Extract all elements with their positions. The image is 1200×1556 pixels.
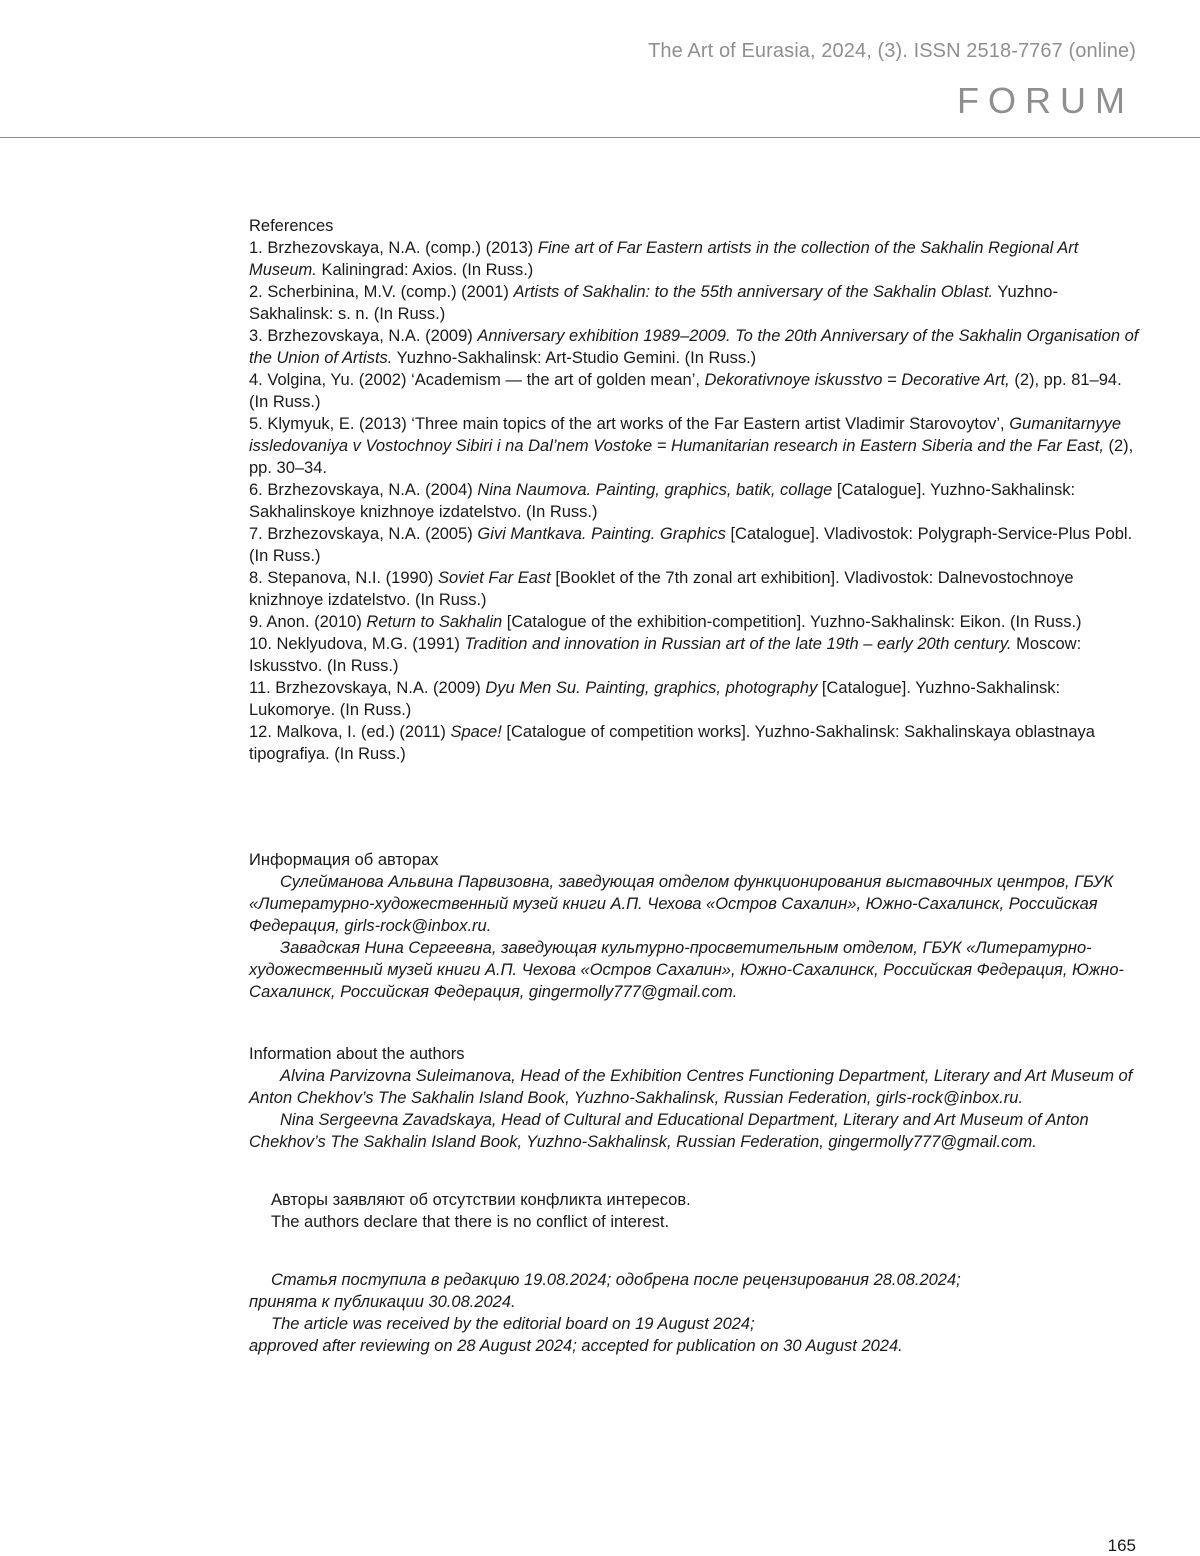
- reference-publisher: [Catalogue of competition works]. Yuzhno-Sakhalinsk: Sakhalinskaya oblastnaya tipografiya. (In Russ.): [249, 723, 1095, 763]
- reference-publisher: Kaliningrad: Axios. (In Russ.): [316, 261, 534, 279]
- reference-item: [249, 677, 1139, 721]
- dates-en-line-2: approved after reviewing on 28 August 2024; accepted for publication on 30 August 2024.: [249, 1337, 903, 1355]
- reference-item: [249, 523, 1139, 567]
- reference-text: 8. Stepanova, N.I. (1990): [249, 569, 438, 587]
- reference-title: Soviet Far East: [437, 569, 551, 587]
- reference-title: Return to Sakhalin: [366, 613, 503, 631]
- section-title: FORUM: [957, 80, 1134, 121]
- dates-en-line-1: The article was received by the editorial board on 19 August 2024;: [271, 1315, 755, 1333]
- reference-title: Anniversary exhibition 1989–2009. To the 20th Anniversary of the Sakhalin Organisation of the Union of Artists.: [249, 327, 1139, 367]
- reference-publisher: [Booklet of the 7th zonal art exhibition]. Vladivostok: Dalnevostochnoye knizhnoye izdatelstvo. (In Russ.): [249, 569, 1074, 609]
- reference-item: [249, 721, 1139, 765]
- author-ru-2: Завадская Нина Сергеевна, заведующая культурно-просветительным отделом, ГБУК «Литературно-художественный музей книги А.П. Чехова «Остров Сахалин», Южно-Сахалинск, Российская Федерация, Южно-Сахалинск, Российская Федерация, gingermolly777@gmail.com.: [249, 939, 1125, 1001]
- authors-ru-heading: Информация об авторах: [249, 851, 439, 869]
- reference-text: 6. Brzhezovskaya, N.A. (2004): [249, 481, 478, 499]
- reference-text: 5. Klymyuk, E. (2013) ‘Three main topics of the art works of the Far Eastern artist Vladimir Starovoytov’,: [249, 415, 1010, 433]
- reference-text: 2. Scherbinina, M.V. (comp.) (2001): [249, 283, 514, 301]
- reference-item: [249, 281, 1139, 325]
- reference-text: 1. Brzhezovskaya, N.A. (comp.) (2013): [249, 239, 538, 257]
- reference-title: Fine art of Far Eastern artists in the collection of the Sakhalin Regional Art Museum.: [249, 239, 1079, 279]
- reference-item: [249, 325, 1139, 369]
- reference-item: [249, 633, 1139, 677]
- reference-publisher: (2), pp. 81–94. (In Russ.): [249, 371, 1122, 411]
- reference-text: 4. Volgina, Yu. (2002) ‘Academism — the art of golden mean’,: [249, 371, 705, 389]
- dates-ru-line-1: Статья поступила в редакцию 19.08.2024; одобрена после рецензирования 28.08.2024;: [271, 1271, 961, 1289]
- reference-title: Dyu Men Su. Painting, graphics, photography: [485, 679, 818, 697]
- reference-title: Nina Naumova. Painting, graphics, batik, collage: [477, 481, 833, 499]
- reference-publisher: (2), pp. 30–34.: [249, 437, 1134, 477]
- conflict-en: The authors declare that there is no conflict of interest.: [271, 1213, 670, 1231]
- reference-text: 10. Neklyudova, M.G. (1991): [249, 635, 465, 653]
- reference-item: [249, 479, 1139, 523]
- reference-title: Dekorativnoye iskusstvo = Decorative Art,: [704, 371, 1010, 389]
- reference-publisher: Yuzhno-Sakhalinsk: s. n. (In Russ.): [249, 283, 1058, 323]
- reference-publisher: [Catalogue]. Vladivostok: Polygraph-Service-Plus Pobl. (In Russ.): [249, 525, 1133, 565]
- article-body: [249, 215, 1139, 1357]
- authors-en-heading: Information about the authors: [249, 1045, 465, 1063]
- reference-item: [249, 413, 1139, 479]
- journal-citation: The Art of Eurasia, 2024, (3). ISSN 2518-7767 (online): [648, 40, 1136, 62]
- reference-text: 9. Anon. (2010): [249, 613, 367, 631]
- reference-publisher: Yuzhno-Sakhalinsk: Art-Studio Gemini. (In Russ.): [392, 349, 757, 367]
- reference-publisher: [Catalogue]. Yuzhno-Sakhalinsk: Lukomorye. (In Russ.): [249, 679, 1061, 719]
- reference-item: [249, 611, 1139, 633]
- reference-item: [249, 369, 1139, 413]
- reference-text: 3. Brzhezovskaya, N.A. (2009): [249, 327, 478, 345]
- references-heading: References: [249, 217, 334, 235]
- author-en-2: Nina Sergeevna Zavadskaya, Head of Cultural and Educational Department, Literary and Art Museum of Anton Chekhov’s The Sakhalin Island Book, Yuzhno-Sakhalinsk, Russian Federation, gingermolly777@gmail.com.: [249, 1111, 1089, 1151]
- reference-title: Givi Mantkava. Painting. Graphics: [477, 525, 726, 543]
- reference-title: Gumanitarnyye issledovaniya v Vostochnoy Sibiri i na Dal’nem Vostoke = Humanitarian research in Eastern Siberia and the Far East,: [249, 415, 1122, 455]
- page-number: 165: [1107, 1536, 1136, 1555]
- dates-ru-line-2: принята к публикации 30.08.2024.: [249, 1293, 516, 1311]
- reference-item: [249, 567, 1139, 611]
- reference-text: 11. Brzhezovskaya, N.A. (2009): [249, 679, 486, 697]
- reference-title: Artists of Sakhalin: to the 55th anniversary of the Sakhalin Oblast.: [513, 283, 994, 301]
- conflict-ru: Авторы заявляют об отсутствии конфликта интересов.: [271, 1191, 691, 1209]
- author-ru-1: Сулейманова Альвина Парвизовна, заведующая отделом функционирования выставочных центров, ГБУК «Литературно-художественный музей книги А.П. Чехова «Остров Сахалин», Южно-Сахалинск, Российская Федерация, girls-rock@inbox.ru.: [249, 873, 1114, 935]
- author-en-1: Alvina Parvizovna Suleimanova, Head of the Exhibition Centres Functioning Department, Literary and Art Museum of Anton Chekhov’s The Sakhalin Island Book, Yuzhno-Sakhalinsk, Russian Federation, girls-rock@inbox.ru.: [249, 1067, 1133, 1107]
- reference-publisher: [Catalogue]. Yuzhno-Sakhalinsk: Sakhalinskoye knizhnoye izdatelstvo. (In Russ.): [249, 481, 1076, 521]
- header-divider: [0, 137, 1200, 138]
- reference-title: Tradition and innovation in Russian art of the late 19th – early 20th century.: [464, 635, 1012, 653]
- reference-text: 7. Brzhezovskaya, N.A. (2005): [249, 525, 478, 543]
- reference-publisher: [Catalogue of the exhibition-competition]. Yuzhno-Sakhalinsk: Eikon. (In Russ.): [502, 613, 1082, 631]
- reference-list: [249, 237, 1139, 765]
- reference-publisher: Moscow: Iskusstvo. (In Russ.): [249, 635, 1082, 675]
- reference-text: 12. Malkova, I. (ed.) (2011): [249, 723, 451, 741]
- reference-title: Space!: [450, 723, 502, 741]
- reference-item: [249, 237, 1139, 281]
